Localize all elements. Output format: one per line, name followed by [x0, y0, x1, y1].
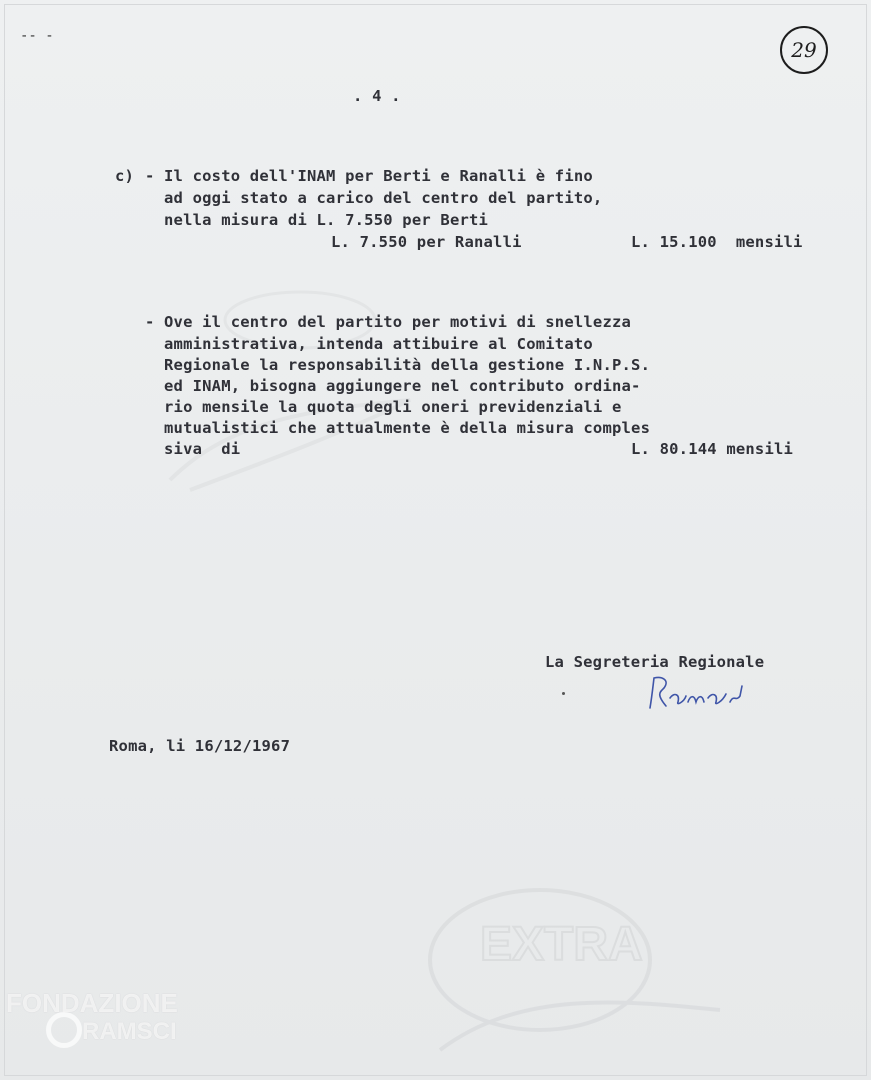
item-ove-line-4: ed INAM, bisogna aggiungere nel contributo ordina-	[164, 377, 641, 395]
item-c-total: L. 15.100 mensili	[631, 233, 803, 251]
item-ove-line-3: Regionale la responsabilità della gestione I.N.P.S.	[164, 356, 651, 374]
item-c-dash: -	[145, 167, 155, 185]
item-c-line-2: ad oggi stato a carico del centro del partito,	[164, 189, 603, 207]
item-ove-line-6: mutualistici che attualmente è della misura comples	[164, 419, 651, 437]
logo-g-mark	[46, 1012, 82, 1048]
item-ove-line-1: Ove il centro del partito per motivi di snellezza	[164, 313, 632, 331]
item-ove-line-2: amministrativa, intenda attibuire al Comitato	[164, 335, 593, 353]
item-ove-line-5: rio mensile la quota degli oneri previdenziali e	[164, 398, 622, 416]
fondazione-gramsci-logo	[6, 988, 216, 1060]
place-and-date: Roma, li 16/12/1967	[109, 737, 291, 755]
item-ove-dash: -	[145, 313, 155, 331]
corner-mark: -- -	[20, 28, 54, 44]
page-number: . 4 .	[353, 87, 401, 105]
archive-number-circle	[780, 26, 828, 74]
item-c-marker: c)	[115, 167, 135, 185]
item-c-line-1: Il costo dell'INAM per Berti e Ranalli è fino	[164, 167, 593, 185]
handwritten-signature	[640, 672, 760, 717]
item-c-line-4: L. 7.550 per Ranalli	[331, 233, 522, 251]
item-ove-total: L. 80.144 mensili	[631, 440, 794, 458]
item-ove-line-7: siva di	[164, 440, 241, 458]
paper-watermark-bottom	[400, 880, 740, 1080]
svg-text:EXTRA: EXTRA	[480, 918, 643, 971]
logo-line-2: RAMSCI	[82, 1018, 177, 1045]
item-c-line-3: nella misura di L. 7.550 per Berti	[164, 211, 489, 229]
signatory-label: La Segreteria Regionale	[545, 653, 765, 671]
archive-number: 29	[791, 38, 817, 62]
stray-dot	[562, 692, 565, 695]
logo-line-1: FONDAZIONE	[6, 988, 178, 1018]
